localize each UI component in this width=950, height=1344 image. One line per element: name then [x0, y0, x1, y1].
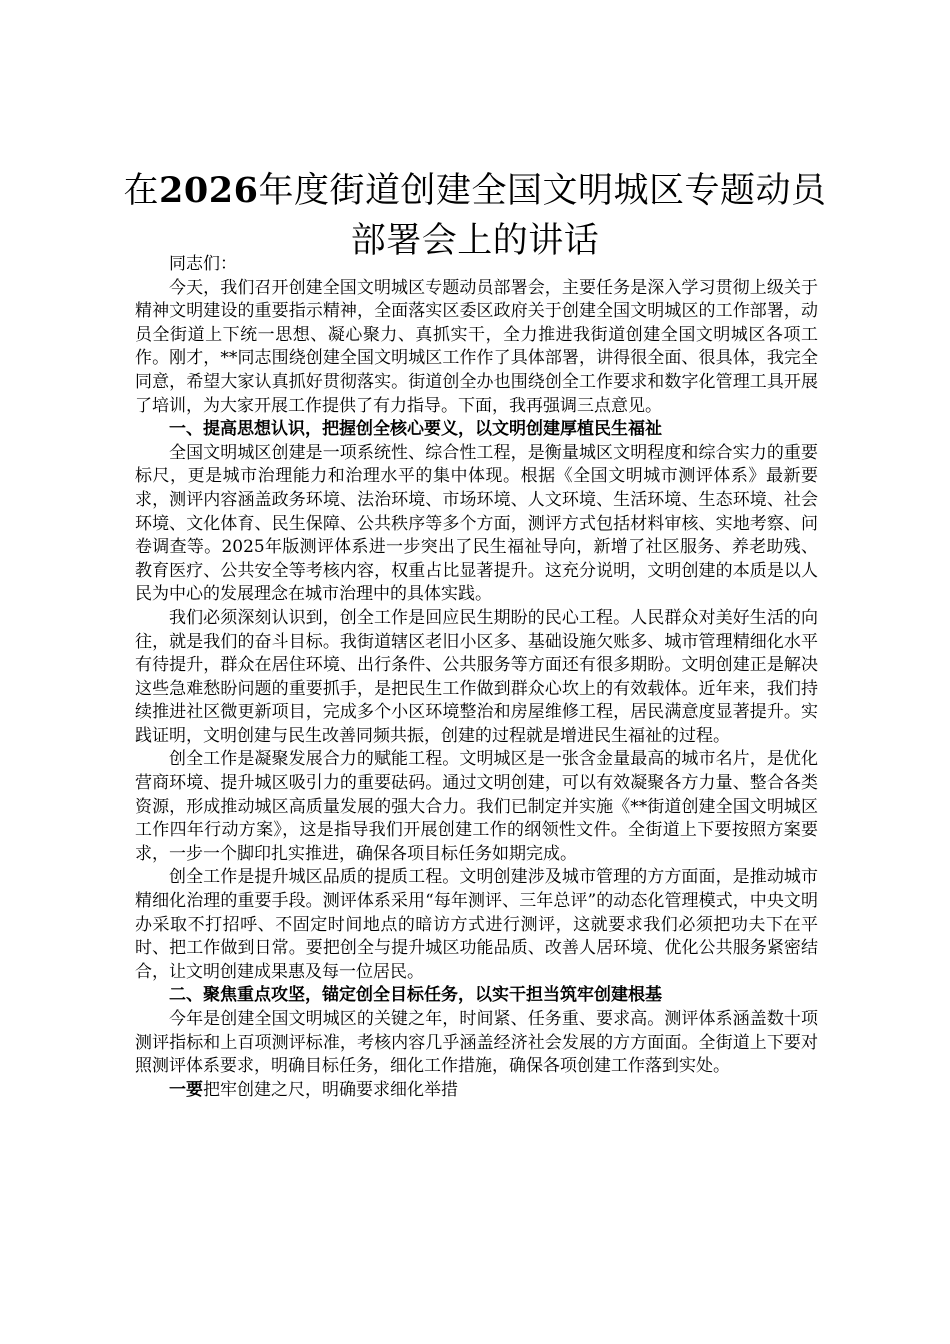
title-line1-rest: 年度街道创建全国文明城区专题动员: [258, 171, 827, 211]
paragraph: 创全工作是凝聚发展合力的赋能工程。文明城区是一张含金量最高的城市名片，是优化营商环境、提升城区吸引力的重要砝码。通过文明创建，可以有效凝聚各方力量、整合各类资源，形成推动城区高质量发展的强大合力。我们已制定并实施《**街道创建全国文明城区工作四年行动方案》，这是指导我们开展创建工作的纲领性文件。全街道上下要按照方案要求，一步一个脚印扎实推进，确保各项目标任务如期完成。: [135, 749, 818, 864]
subsection-text: 把牢创建之尺，明确要求细化举措: [203, 1079, 458, 1100]
paragraph: 创全工作是提升城区品质的提质工程。文明创建涉及城市管理的方方面面，是推动城市精细化治理的重要手段。测评体系采用“每年测评、三年总评”的动态化管理模式，中央文明办采取不打招呼、不固定时间地点的暗访方式进行测评，这就要求我们必须把功夫下在平时、把工作做到日常。要把创全与提升城区功能品质、改善人居环境、优化公共服务紧密结合，让文明创建成果惠及每一位居民。: [135, 867, 818, 982]
section-heading-2: 二、聚焦重点攻坚，锚定创全目标任务，以实干担当筑牢创建根基: [169, 985, 662, 1006]
title-year: 2026: [159, 170, 259, 211]
document-body: [135, 253, 818, 1102]
document-title: [120, 166, 830, 266]
title-prefix: 在: [123, 171, 160, 211]
paragraph: 今年是创建全国文明城区的关键之年，时间紧、任务重、要求高。测评体系涵盖数十项测评指标和上百项测评标准，考核内容几乎涵盖经济社会发展的方方面面。全街道上下要对照测评体系要求，明确目标任务，细化工作措施，确保各项创建工作落到实处。: [135, 1009, 818, 1077]
subsection-heading: [135, 1079, 818, 1103]
title-line2: 部署会上的讲话: [350, 221, 600, 261]
paragraph: 我们必须深刻认识到，创全工作是回应民生期盼的民心工程。人民群众对美好生活的向往，就是我们的奋斗目标。我街道辖区老旧小区多、基础设施欠账多、城市管理精细化水平有待提升，群众在居住环境、出行条件、公共服务等方面还有很多期盼。文明创建正是解决这些急难愁盼问题的重要抓手，是把民生工作做到群众心坎上的有效载体。近年来，我们持续推进社区微更新项目，完成多个小区环境整治和房屋维修工程，居民满意度显著提升。实践证明，文明创建与民生改善同频共振，创建的过程就是增进民生福祉的过程。: [135, 607, 818, 746]
paragraph: 全国文明城区创建是一项系统性、综合性工程，是衡量城区文明程度和综合实力的重要标尺，更是城市治理能力和治理水平的集中体现。根据《全国文明城市测评体系》最新要求，测评内容涵盖政务环境、法治环境、市场环境、人文环境、生活环境、生态环境、社会环境、文化体育、民生保障、公共秩序等多个方面，测评方式包括材料审核、实地考察、问卷调查等。2025年版测评体系进一步突出了民生福祉导向，新增了社区服务、养老助残、教育医疗、公共安全等考核内容，权重占比显著提升。这充分说明，文明创建的本质是以人民为中心的发展理念在城市治理中的具体实践。: [135, 442, 818, 605]
paragraph-intro: 今天，我们召开创建全国文明城区专题动员部署会，主要任务是深入学习贯彻上级关于精神文明建设的重要指示精神，全面落实区委区政府关于创建全国文明城区的工作部署，动员全街道上下统一思想、凝心聚力、真抓实干，全力推进我街道创建全国文明城区各项工作。刚才，**同志围绕创建全国文明城区工作作了具体部署，讲得很全面、很具体，我完全同意，希望大家认真抓好贯彻落实。街道创全办也围绕创全工作要求和数字化管理工具开展了培训，为大家开展工作提供了有力指导。下面，我再强调三点意见。: [135, 277, 818, 416]
salutation: 同志们：: [169, 254, 237, 274]
subsection-lead: 一要: [169, 1079, 203, 1100]
section-heading-1: 一、提高思想认识，把握创全核心要义，以文明创建厚植民生福祉: [169, 419, 662, 440]
